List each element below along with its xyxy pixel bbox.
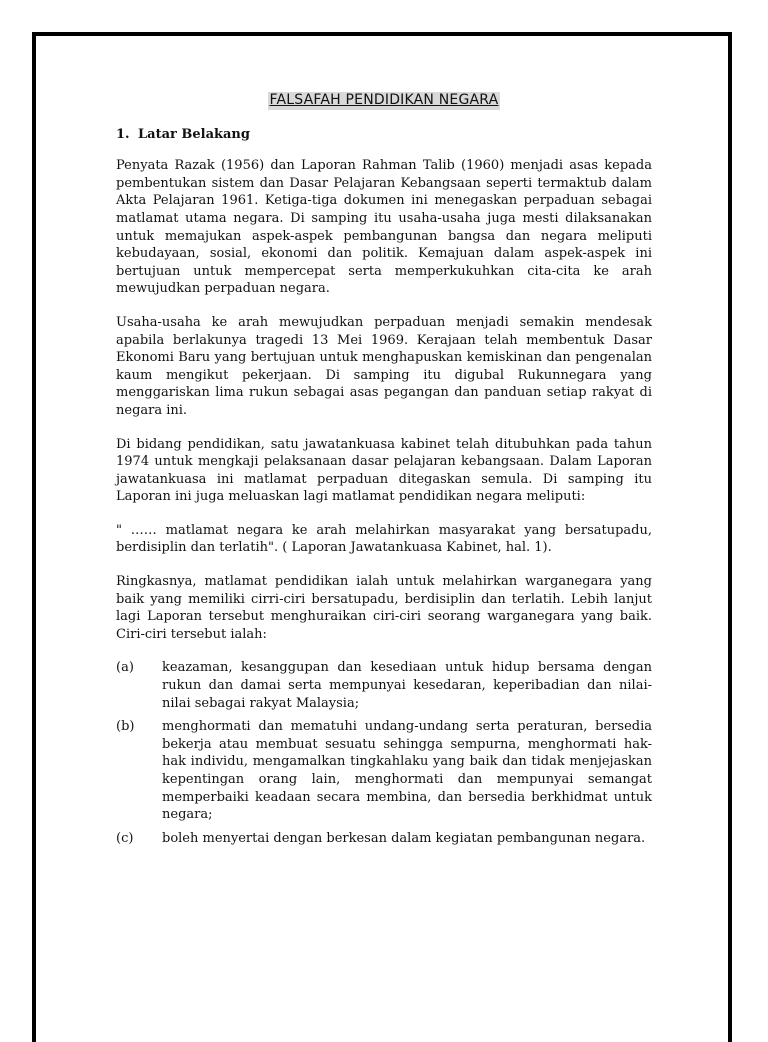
section-title: Latar Belakang <box>138 126 250 142</box>
section-number: 1. <box>116 126 130 142</box>
list-item <box>116 659 652 712</box>
list-item-label: (a) <box>116 660 134 676</box>
section-heading <box>116 126 652 144</box>
list-item-text: boleh menyertai dengan berkesan dalam kegiatan pembangunan negara. <box>162 830 646 846</box>
list-item-text: menghormati dan mematuhi undang-undang serta peraturan, bersedia bekerja atau membuat sesuatu sehingga sempurna, menghormati hak-hak individu, mengamalkan tingkahlaku yang baik dan tidak menjejaskan kepentingan orang lain, menghormati dan mempunyai semangat memperbaiki keadaan secara membina, dan bersedia berkhidmat untuk negara; <box>162 719 652 823</box>
list-item <box>116 718 652 824</box>
paragraph-5: Ringkasnya, matlamat pendidikan ialah untuk melahirkan warganegara yang baik yang memiliki cirri-ciri bersatupadu, berdisiplin dan terlatih. Lebih lanjut lagi Laporan tersebut menghuraikan ciri-ciri seorang warganegara yang baik. Ciri-ciri tersebut ialah: <box>116 574 652 642</box>
list-item-text: keazaman, kesanggupan dan kesediaan untuk hidup bersama dengan rukun dan damai serta mempunyai kesedaran, keperibadian dan nilai-nilai sebagai rakyat Malaysia; <box>162 660 652 711</box>
document-title: FALSAFAH PENDIDIKAN NEGARA <box>269 92 499 108</box>
paragraph-1: Penyata Razak (1956) dan Laporan Rahman Talib (1960) menjadi asas kepada pembentukan sistem dan Dasar Pelajaran Kebangsaan seperti termaktub dalam Akta Pelajaran 1961. Ketiga-tiga dokumen ini menegaskan perpaduan sebagai matlamat utama negara. Di samping itu usaha-usaha juga mesti dilaksanakan untuk memajukan aspek-aspek pembangunan bangsa dan negara meliputi kebudayaan, sosial, ekonomi dan politik. Kemajuan dalam aspek-aspek ini bertujuan untuk mempercepat serta memperkukuhkan cita-cita ke arah mewujudkan perpaduan negara. <box>116 158 652 297</box>
characteristics-list <box>116 659 652 847</box>
list-item-label: (b) <box>116 719 135 735</box>
list-item <box>116 830 652 848</box>
paragraph-2: Usaha-usaha ke arah mewujudkan perpaduan menjadi semakin mendesak apabila berlakunya tragedi 13 Mei 1969. Kerajaan telah membentuk Dasar Ekonomi Baru yang bertujuan untuk menghapuskan kemiskinan dan pengenalan kaum mengikut pekerjaan. Di samping itu digubal Rukunnegara yang menggariskan lima rukun sebagai asas pegangan dan panduan setiap rakyat di negara ini. <box>116 314 652 418</box>
list-item-label: (c) <box>116 830 134 846</box>
paragraph-3: Di bidang pendidikan, satu jawatankuasa kabinet telah ditubuhkan pada tahun 1974 untuk mengkaji pelaksanaan dasar pelajaran kebangsaan. Dalam Laporan jawatankuasa ini matlamat perpaduan ditegaskan semula. Di samping itu Laporan ini juga meluaskan lagi matlamat pendidikan negara meliputi: <box>116 436 652 505</box>
quote-paragraph: " …… matlamat negara ke arah melahirkan masyarakat yang bersatupadu, berdisiplin dan terlatih". ( Laporan Jawatankuasa Kabinet, hal. 1). <box>116 522 652 556</box>
title-wrapper <box>116 92 652 110</box>
document-body <box>116 92 652 853</box>
